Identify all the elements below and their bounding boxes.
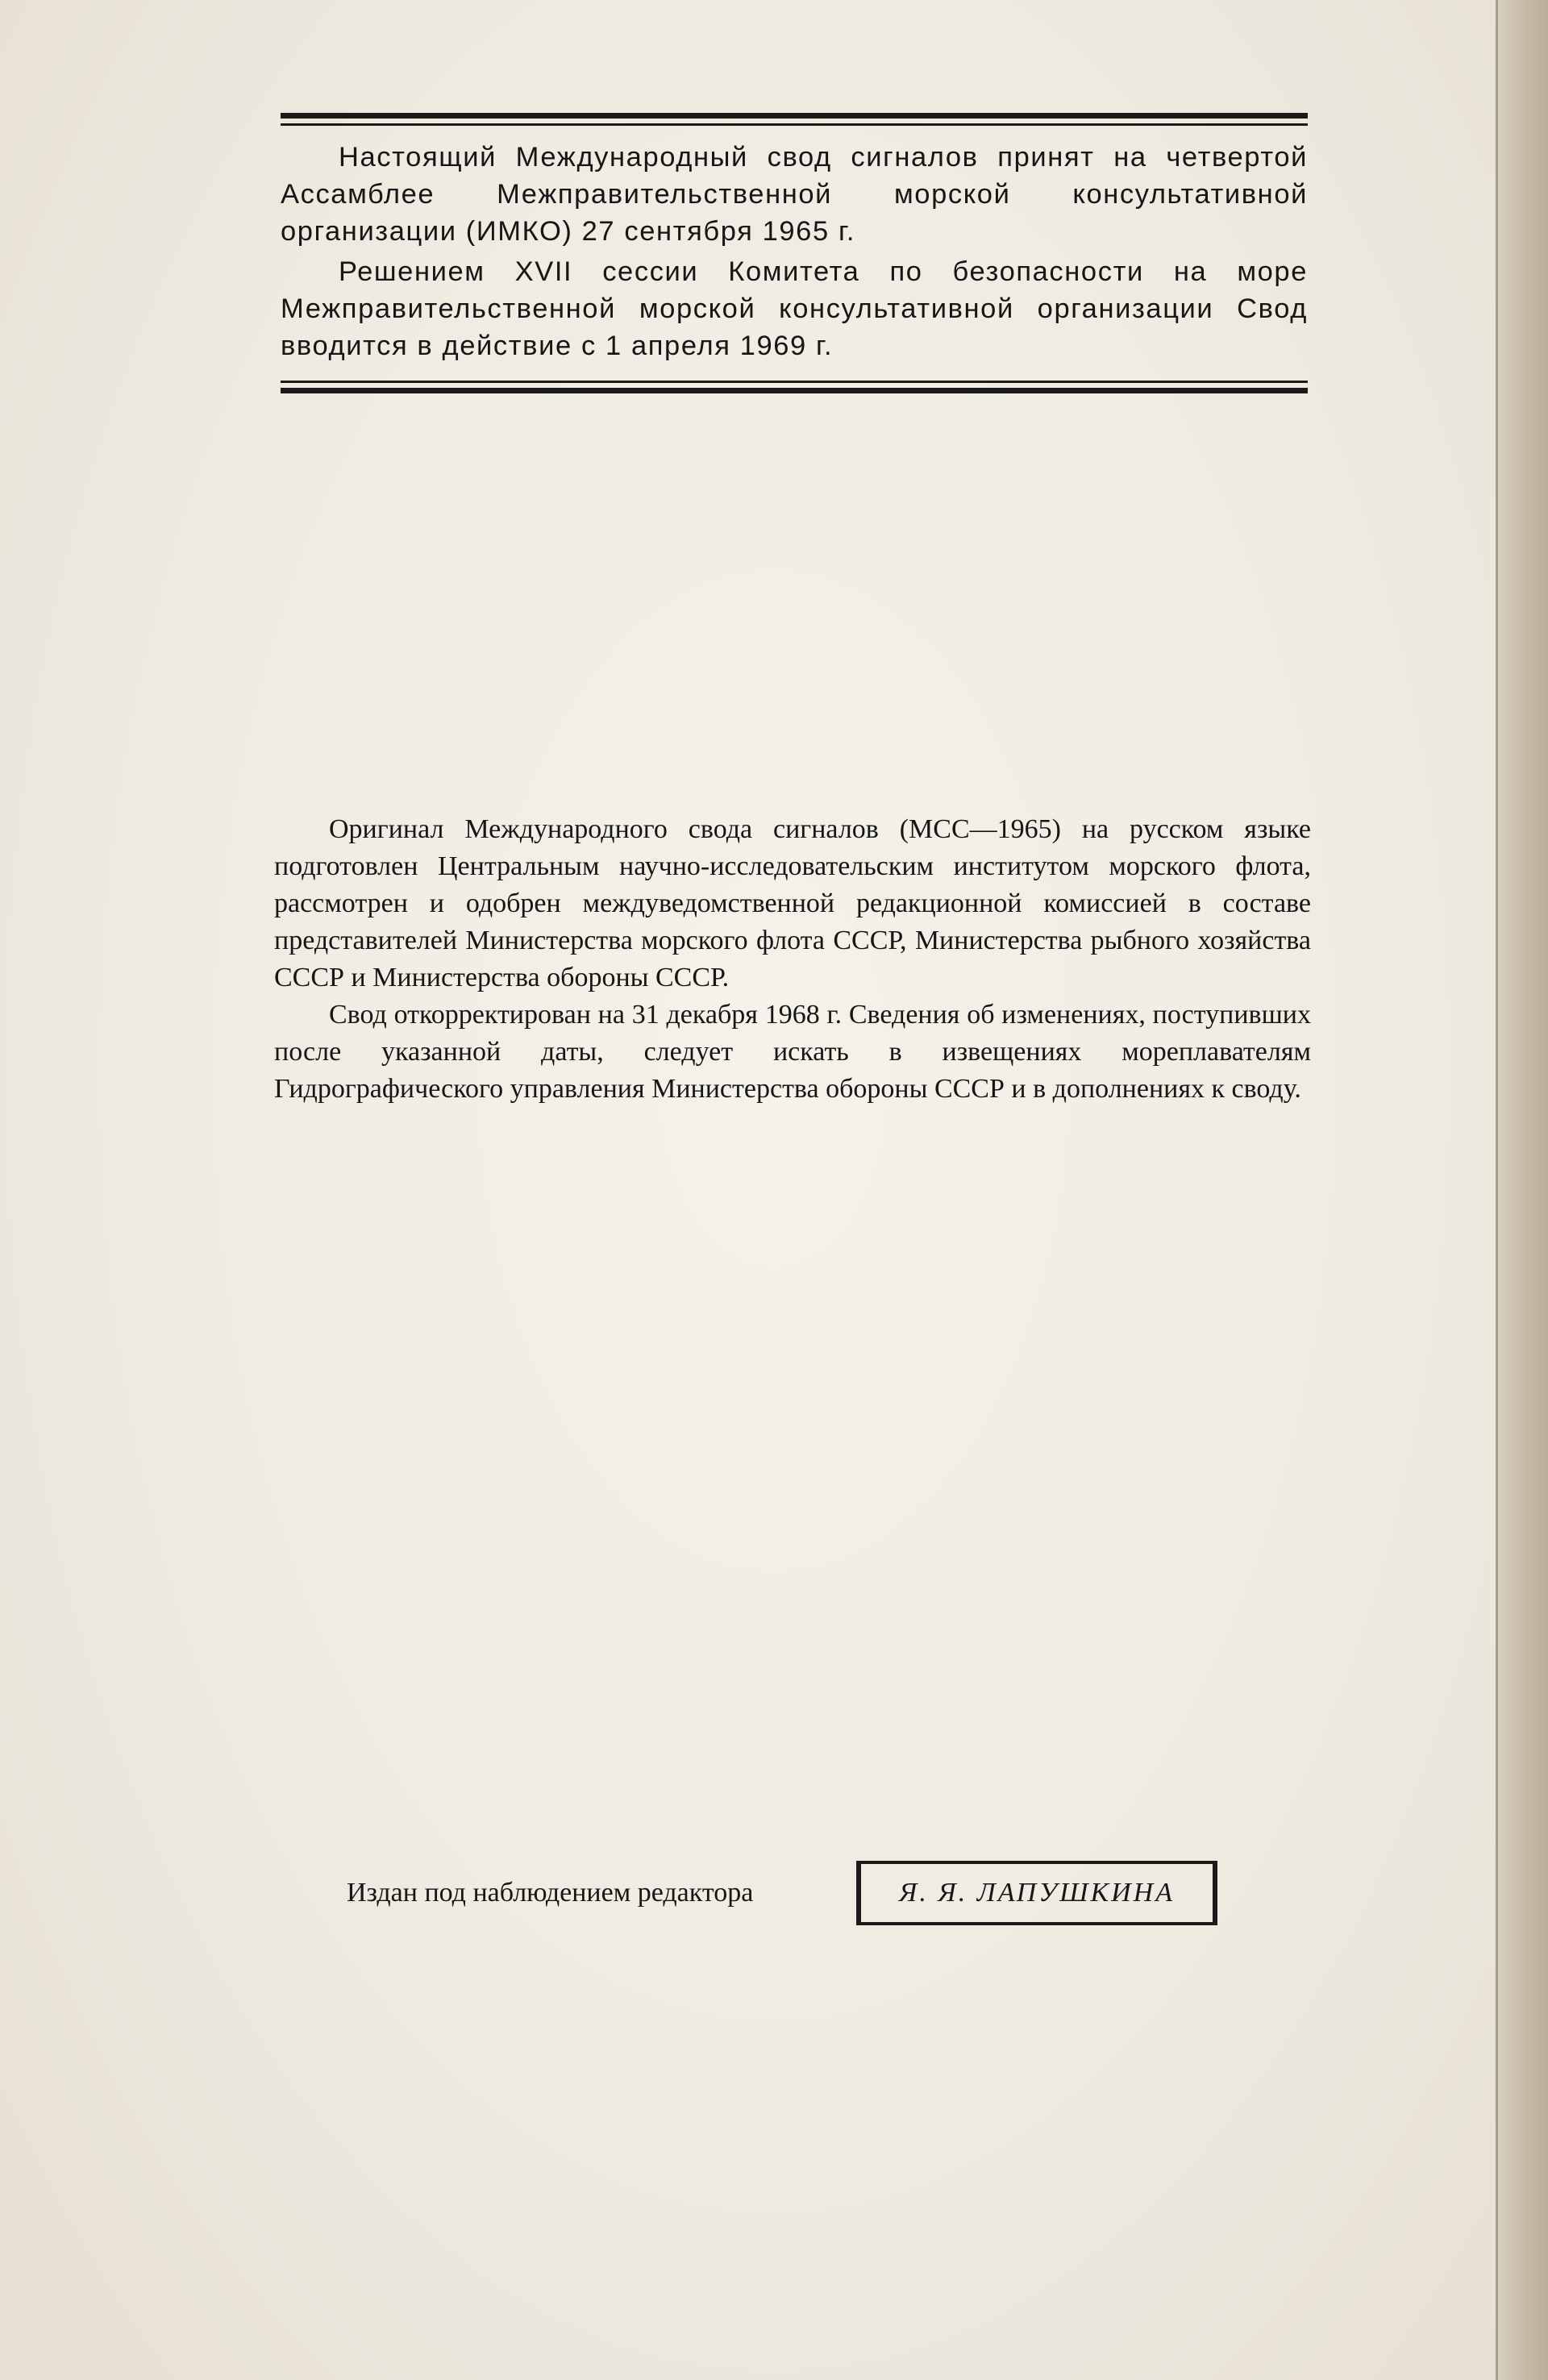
editor-label: Издан под наблюдением редактора (347, 1878, 754, 1908)
page-binding-edge (1496, 0, 1548, 2380)
notice-paragraph-1: Настоящий Международный свод сигналов принят на четвертой Ассамблее Межправительственной морской консультативной организации (ИМКО) 27 сентября 1965 г. (281, 142, 1308, 247)
body-paragraph-1: Оригинал Международного свода сигналов (МСС—1965) на русском языке подготовлен Центральным научно-исследовательским институтом морского флота, рассмотрен и одобрен междуведомственной редакционной комиссией в составе представителей Министерства морского флота СССР, Министерства рыбного хозяйства СССР и Министерства обороны СССР. (274, 814, 1311, 992)
notice-top-rule (281, 113, 1308, 126)
notice-block (281, 113, 1308, 393)
editor-credit (347, 1861, 1266, 1929)
body-paragraph-2: Свод откорректирован на 31 декабря 1968 г. Сведения об изменениях, поступивших после указанной даты, следует искать в извещениях мореплавателям Гидрографического управления Министерства обороны СССР и в дополнениях к своду. (274, 1000, 1311, 1104)
editor-name: Я. Я. ЛАПУШКИНА (899, 1878, 1175, 1908)
notice-bottom-rule (281, 381, 1308, 393)
notice-text (281, 139, 1308, 364)
notice-paragraph-2: Решением XVII сессии Комитета по безопасности на море Межправительственной морской консультативной организации Свод вводится в действие с 1 апреля 1969 г. (281, 256, 1308, 361)
body-text (274, 811, 1311, 1108)
editor-name-box (856, 1861, 1217, 1925)
